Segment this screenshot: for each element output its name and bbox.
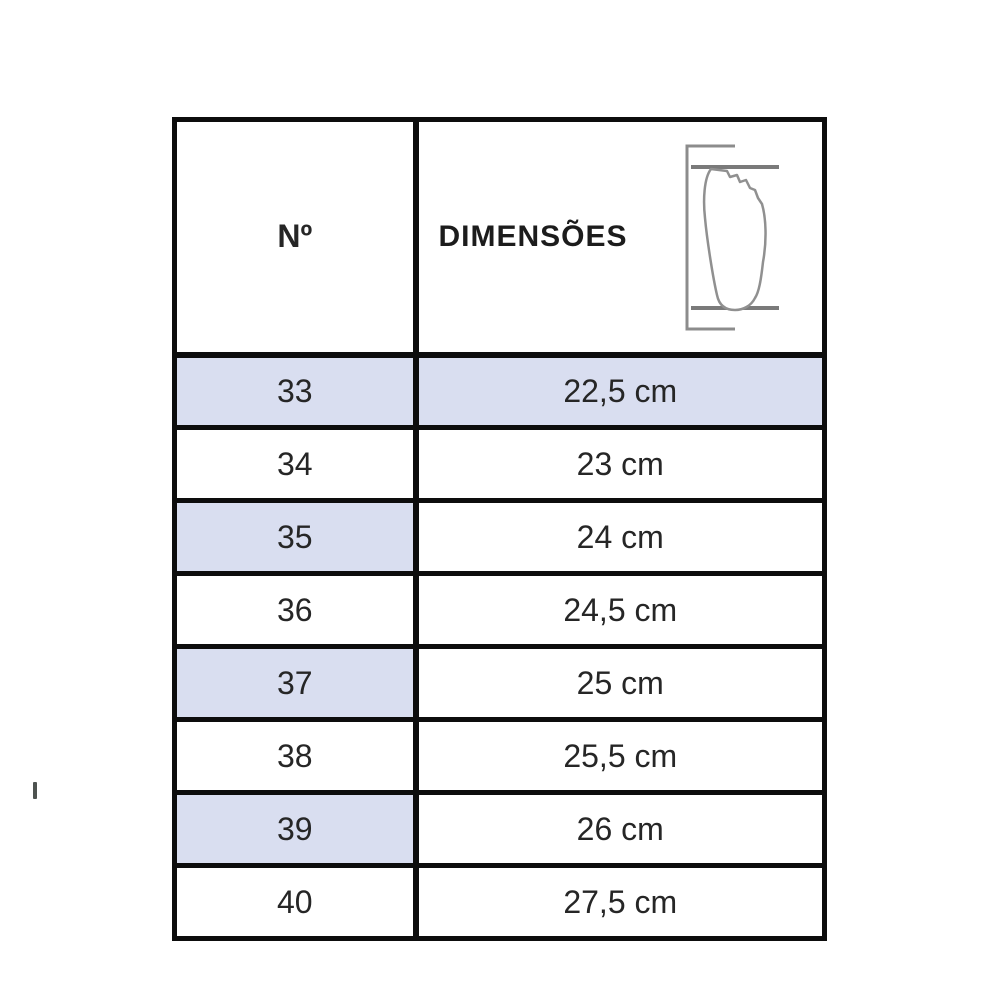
header-dimensions-label: DIMENSÕES — [438, 219, 628, 253]
stray-ink-mark — [33, 782, 37, 799]
dimension-cell: 24,5 cm — [416, 574, 825, 647]
table-row — [175, 647, 825, 720]
dimension-cell: 26 cm — [416, 793, 825, 866]
dimension-cell: 25 cm — [416, 647, 825, 720]
size-cell: 40 — [175, 866, 416, 939]
table-header-row — [175, 120, 825, 355]
size-cell: 38 — [175, 720, 416, 793]
table-row — [175, 793, 825, 866]
shoe-size-table — [172, 117, 827, 941]
header-dimensions — [416, 120, 825, 355]
size-cell: 37 — [175, 647, 416, 720]
size-cell: 33 — [175, 355, 416, 428]
header-size-number: Nº — [175, 120, 416, 355]
size-cell: 35 — [175, 501, 416, 574]
table-row — [175, 501, 825, 574]
size-cell: 34 — [175, 428, 416, 501]
table-row — [175, 720, 825, 793]
table-row — [175, 428, 825, 501]
dimension-cell: 23 cm — [416, 428, 825, 501]
dimension-cell: 22,5 cm — [416, 355, 825, 428]
dimension-cell: 25,5 cm — [416, 720, 825, 793]
size-cell: 39 — [175, 793, 416, 866]
table-row — [175, 355, 825, 428]
dimension-cell: 24 cm — [416, 501, 825, 574]
table-row — [175, 866, 825, 939]
foot-measurement-icon — [674, 139, 796, 335]
table-row — [175, 574, 825, 647]
dimension-cell: 27,5 cm — [416, 866, 825, 939]
size-cell: 36 — [175, 574, 416, 647]
